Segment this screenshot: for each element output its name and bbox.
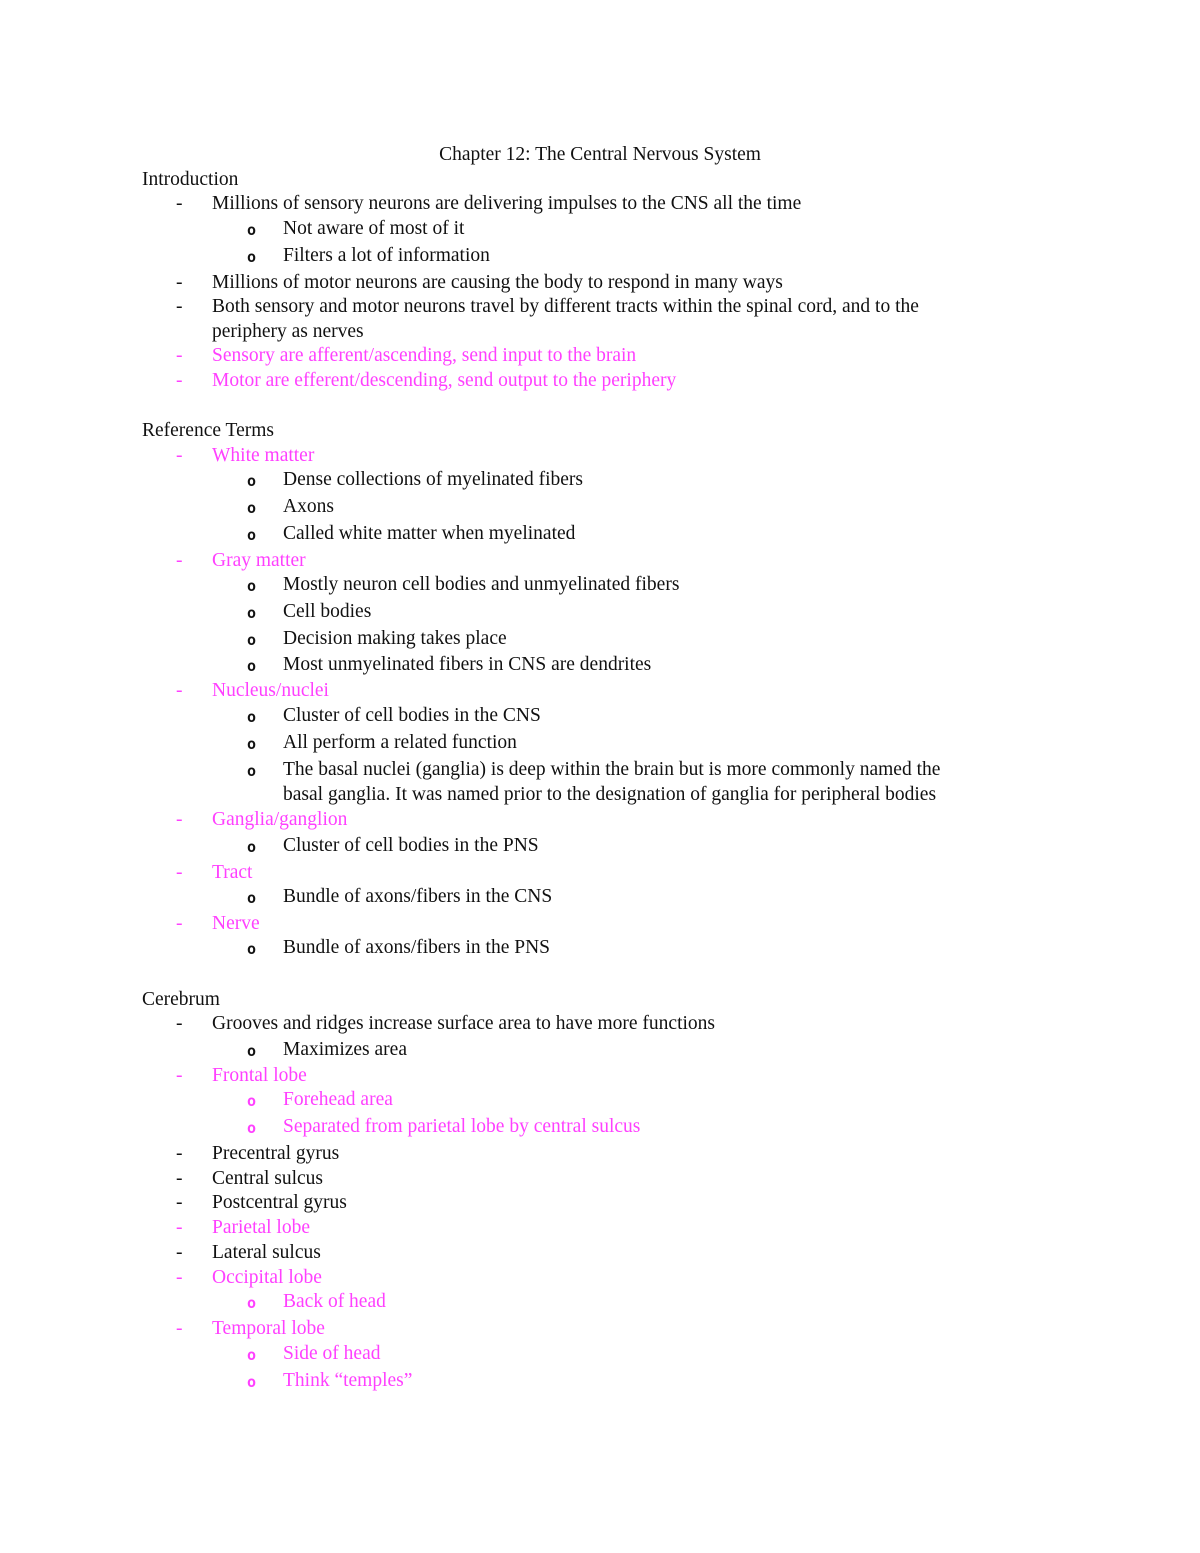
list-item: Both sensory and motor neurons travel by different tracts within the spinal cord, and to the (212, 296, 919, 317)
bullet-marker: o (247, 735, 257, 753)
list-item: Bundle of axons/fibers in the PNS (283, 937, 551, 958)
term-parietal-lobe: Parietal lobe (212, 1217, 311, 1238)
bullet-marker: o (247, 1042, 257, 1060)
term-tract: Tract (212, 862, 253, 883)
list-item-highlighted: Side of head (283, 1343, 381, 1364)
dash-marker: - (176, 1192, 183, 1213)
list-item: Not aware of most of it (283, 218, 465, 239)
dash-marker: - (176, 370, 183, 391)
dash-marker: - (176, 1168, 183, 1189)
dash-marker: - (176, 809, 183, 830)
list-item-continuation: periphery as nerves (212, 321, 364, 342)
bullet-marker: o (247, 499, 257, 517)
term-white-matter: White matter (212, 445, 315, 466)
list-item: Mostly neuron cell bodies and unmyelinated fibers (283, 574, 680, 595)
bullet-marker: o (247, 940, 257, 958)
list-item-highlighted: Separated from parietal lobe by central sulcus (283, 1116, 641, 1137)
bullet-marker: o (247, 889, 257, 907)
bullet-marker: o (247, 1373, 257, 1391)
bullet-marker: o (247, 762, 257, 780)
list-item: Central sulcus (212, 1168, 324, 1189)
list-item: Postcentral gyrus (212, 1192, 347, 1213)
dash-marker: - (176, 445, 183, 466)
dash-marker: - (176, 680, 183, 701)
list-item-continuation: basal ganglia. It was named prior to the designation of ganglia for peripheral bodies (283, 784, 937, 805)
dash-marker: - (176, 345, 183, 366)
dash-marker: - (176, 550, 183, 571)
bullet-marker: o (247, 838, 257, 856)
dash-marker: - (176, 1065, 183, 1086)
bullet-marker: o (247, 1119, 257, 1137)
dash-marker: - (176, 1013, 183, 1034)
bullet-marker: o (247, 221, 257, 239)
page-title: Chapter 12: The Central Nervous System (439, 144, 761, 165)
dash-marker: - (176, 296, 183, 317)
list-item-highlighted: Sensory are afferent/ascending, send input to the brain (212, 345, 637, 366)
list-item: The basal nuclei (ganglia) is deep within the brain but is more commonly named the (283, 759, 941, 780)
list-item: Cluster of cell bodies in the CNS (283, 705, 541, 726)
list-item: Millions of motor neurons are causing the body to respond in many ways (212, 272, 783, 293)
term-ganglia: Ganglia/ganglion (212, 809, 348, 830)
list-item: Cluster of cell bodies in the PNS (283, 835, 539, 856)
bullet-marker: o (247, 657, 257, 675)
list-item-highlighted: Motor are efferent/descending, send output to the periphery (212, 370, 677, 391)
list-item: Decision making takes place (283, 628, 507, 649)
bullet-marker: o (247, 708, 257, 726)
list-item: Dense collections of myelinated fibers (283, 469, 583, 490)
dash-marker: - (176, 862, 183, 883)
bullet-marker: o (247, 526, 257, 544)
list-item: Maximizes area (283, 1039, 407, 1060)
bullet-marker: o (247, 1294, 257, 1312)
dash-marker: - (176, 272, 183, 293)
dash-marker: - (176, 1217, 183, 1238)
list-item-highlighted: Think “temples” (283, 1370, 413, 1391)
list-item: Bundle of axons/fibers in the CNS (283, 886, 553, 907)
bullet-marker: o (247, 1346, 257, 1364)
dash-marker: - (176, 1143, 183, 1164)
list-item: Lateral sulcus (212, 1242, 321, 1263)
list-item: Axons (283, 496, 334, 517)
term-frontal-lobe: Frontal lobe (212, 1065, 307, 1086)
list-item: Most unmyelinated fibers in CNS are dendrites (283, 654, 652, 675)
bullet-marker: o (247, 472, 257, 490)
dash-marker: - (176, 1242, 183, 1263)
term-occipital-lobe: Occipital lobe (212, 1267, 322, 1288)
list-item: Millions of sensory neurons are delivering impulses to the CNS all the time (212, 193, 802, 214)
list-item: Grooves and ridges increase surface area to have more functions (212, 1013, 715, 1034)
section-heading-cerebrum: Cerebrum (142, 989, 220, 1010)
dash-marker: - (176, 913, 183, 934)
list-item-highlighted: Back of head (283, 1291, 386, 1312)
bullet-marker: o (247, 631, 257, 649)
list-item: Filters a lot of information (283, 245, 490, 266)
term-nerve: Nerve (212, 913, 260, 934)
section-heading-introduction: Introduction (142, 169, 239, 190)
bullet-marker: o (247, 604, 257, 622)
dash-marker: - (176, 193, 183, 214)
bullet-marker: o (247, 577, 257, 595)
bullet-marker: o (247, 1092, 257, 1110)
term-nucleus: Nucleus/nuclei (212, 680, 329, 701)
section-heading-reference-terms: Reference Terms (142, 420, 274, 441)
dash-marker: - (176, 1267, 183, 1288)
list-item: All perform a related function (283, 732, 517, 753)
list-item: Precentral gyrus (212, 1143, 340, 1164)
term-temporal-lobe: Temporal lobe (212, 1318, 325, 1339)
dash-marker: - (176, 1318, 183, 1339)
list-item-highlighted: Forehead area (283, 1089, 393, 1110)
bullet-marker: o (247, 248, 257, 266)
list-item: Called white matter when myelinated (283, 523, 576, 544)
term-gray-matter: Gray matter (212, 550, 306, 571)
list-item: Cell bodies (283, 601, 372, 622)
